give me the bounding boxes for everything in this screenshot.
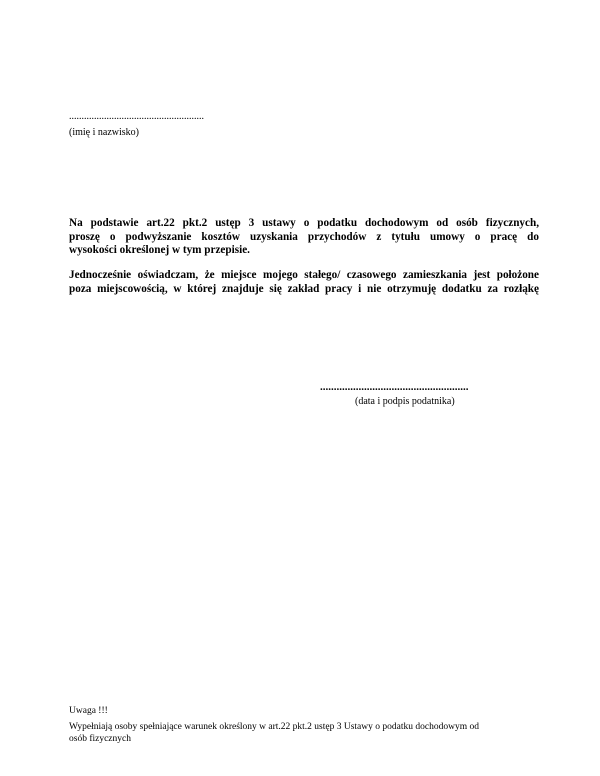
request-paragraph-line-3: wysokości określonej w tym przepisie.	[69, 244, 250, 256]
signature-line: ......................................................	[320, 381, 469, 393]
note-line-1: Wypełniają osoby spełniające warunek określony w art.22 pkt.2 ustęp 3 Ustawy o podatku dochodowym od	[69, 722, 479, 732]
request-paragraph-line-1: Na podstawie art.22 pkt.2 ustęp 3 ustawy o podatku dochodowym od osób fizycznych,	[69, 217, 539, 229]
name-signature-line: ......................................................	[69, 111, 204, 122]
note-line-2: osób fizycznych	[69, 734, 131, 744]
signature-caption: (data i podpis podatnika)	[355, 396, 455, 407]
declaration-paragraph-line-2: poza miejscowością, w której znajduje się zakład pracy i nie otrzymuję dodatku za rozłąkę	[69, 282, 539, 295]
note-text	[69, 721, 519, 745]
declaration-paragraph-line-1: Jednocześnie oświadczam, że miejsce mojego stałego/ czasowego zamieszkania jest położone	[69, 269, 539, 281]
note-title: Uwaga !!!	[69, 706, 108, 716]
request-paragraph-line-2: proszę o podwyższanie kosztów uzyskania przychodów z tytułu umowy o pracę do	[69, 230, 539, 243]
name-caption: (imię i nazwisko)	[69, 127, 139, 138]
declaration-paragraph	[69, 269, 539, 296]
request-paragraph	[69, 217, 539, 258]
